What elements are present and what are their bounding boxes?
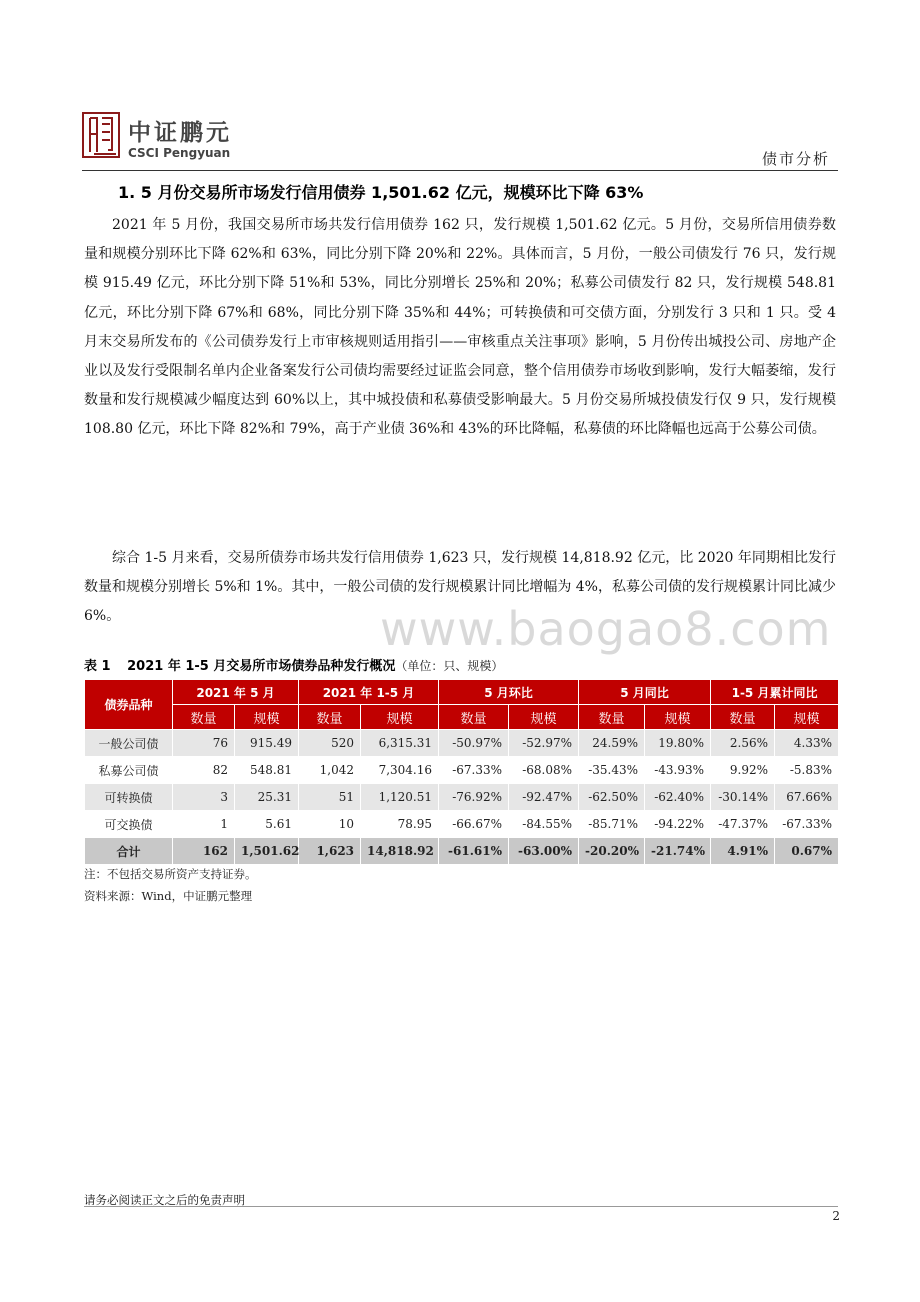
table-cell: -63.00%	[509, 838, 579, 865]
header-divider	[82, 170, 838, 171]
sub-header: 规模	[509, 705, 579, 730]
table-cell: -21.74%	[645, 838, 711, 865]
table-cell: 1	[173, 811, 235, 838]
paragraph-1: 2021 年 5 月份，我国交易所市场共发行信用债券 162 只，发行规模 1,501.62 亿元。5 月份，交易所信用债券数量和规模分别环比下降 62%和 63%，同比分别下降 20%和 22%。具体而言，5 月份，一般公司债发行 76 只，发行规模 915.49 亿元，环比分别下降 51%和 53%，同比分别增长 25%和 20%；私募公司债发行 82 只，发行规模 548.81 亿元，环比分别下降 67%和 68%，同比分别下降 35%和 44%；可转换债和可交债方面，分别发行 3 只和 1 只。受 4 月末交易所发布的《公司债券发行上市审核规则适用指引——审核重点关注事项》影响，5 月份传出城投公司、房地产企业以及发行受限制名单内企业备案发行公司债均需要经过证监会同意，整个信用债券市场收到影响，发行大幅萎缩，发行数量和发行规模减少幅度达到 60%以上，其中城投债和私募债受影响最大。5 月份交易所城投债发行仅 9 只，发行规模 108.80 亿元，环比下降 82%和 79%，高于产业债 36%和 43%的环比降幅，私募债的环比降幅也远高于公募公司债。	[84, 217, 836, 438]
table-cell: -62.50%	[579, 784, 645, 811]
table-cell: 7,304.16	[361, 757, 439, 784]
table-cell: 548.81	[235, 757, 299, 784]
page-number: 2	[832, 1209, 840, 1223]
watermark: www.baogao8.com	[380, 602, 832, 656]
table-caption-title: 2021 年 1-5 月交易所市场债券品种发行概况	[127, 659, 396, 674]
table-cell: -50.97%	[439, 730, 509, 757]
row-header: 债券品种	[85, 680, 173, 730]
table-cell: -94.22%	[645, 811, 711, 838]
sub-header: 数量	[439, 705, 509, 730]
table-cell: -68.08%	[509, 757, 579, 784]
group-header: 5 月环比	[439, 680, 579, 705]
table-cell: 162	[173, 838, 235, 865]
group-header: 2021 年 1-5 月	[299, 680, 439, 705]
sub-header: 数量	[173, 705, 235, 730]
table-source: 资料来源：Wind，中证鹏元整理	[84, 889, 253, 903]
csci-logo-icon	[82, 112, 120, 158]
table-caption-unit: （单位：只、规模）	[395, 659, 504, 673]
table-cell: 1,501.62	[235, 838, 299, 865]
table-caption	[84, 655, 503, 674]
table-total-row	[85, 838, 839, 865]
table-cell: -62.40%	[645, 784, 711, 811]
group-header: 2021 年 5 月	[173, 680, 299, 705]
group-header: 5 月同比	[579, 680, 711, 705]
table-cell: 3	[173, 784, 235, 811]
table-cell: -67.33%	[775, 811, 839, 838]
disclaimer-link: 请务必阅读正文之后的免责声明	[84, 1193, 245, 1207]
sub-header: 数量	[579, 705, 645, 730]
table-caption-label: 表 1	[84, 659, 111, 674]
table-cell: -85.71%	[579, 811, 645, 838]
total-label: 合计	[85, 838, 173, 865]
table-row	[85, 757, 839, 784]
table-cell: 25.31	[235, 784, 299, 811]
table-cell: 1,623	[299, 838, 361, 865]
table-cell: 67.66%	[775, 784, 839, 811]
table-cell: -76.92%	[439, 784, 509, 811]
sub-header: 规模	[361, 705, 439, 730]
table-row	[85, 730, 839, 757]
sub-header: 规模	[235, 705, 299, 730]
table-cell: -61.61%	[439, 838, 509, 865]
table-cell: 4.33%	[775, 730, 839, 757]
table-cell: 19.80%	[645, 730, 711, 757]
table-cell: 24.59%	[579, 730, 645, 757]
table-cell: -52.97%	[509, 730, 579, 757]
sub-header: 数量	[299, 705, 361, 730]
footer-divider	[84, 1206, 838, 1207]
section-label: 债市分析	[761, 150, 830, 168]
table-cell: 14,818.92	[361, 838, 439, 865]
logo-chinese-name: 中证鹏元	[128, 120, 232, 146]
table-cell: -92.47%	[509, 784, 579, 811]
table-cell: 5.61	[235, 811, 299, 838]
table-cell: -35.43%	[579, 757, 645, 784]
table-cell: 520	[299, 730, 361, 757]
sub-header: 数量	[711, 705, 775, 730]
table-subheader-row	[85, 705, 839, 730]
section-title: 1. 5 月份交易所市场发行信用债券 1,501.62 亿元，规模环比下降 63%	[118, 183, 644, 202]
page-header	[82, 108, 838, 170]
table-cell: 915.49	[235, 730, 299, 757]
table-cell: -30.14%	[711, 784, 775, 811]
table-cell: 2.56%	[711, 730, 775, 757]
table-cell: 82	[173, 757, 235, 784]
table-cell: 6,315.31	[361, 730, 439, 757]
sub-header: 规模	[645, 705, 711, 730]
table-cell: 78.95	[361, 811, 439, 838]
table-cell: -84.55%	[509, 811, 579, 838]
bond-type-cell: 私募公司债	[85, 757, 173, 784]
table-cell: 76	[173, 730, 235, 757]
table-cell: -67.33%	[439, 757, 509, 784]
table-cell: 9.92%	[711, 757, 775, 784]
table-row	[85, 784, 839, 811]
group-header: 1-5 月累计同比	[711, 680, 839, 705]
table-cell: 4.91%	[711, 838, 775, 865]
table-cell: -20.20%	[579, 838, 645, 865]
table-cell: -47.37%	[711, 811, 775, 838]
table-row	[85, 811, 839, 838]
logo-english-name: CSCI Pengyuan	[128, 146, 231, 160]
table-cell: 0.67%	[775, 838, 839, 865]
bond-type-cell: 一般公司债	[85, 730, 173, 757]
table-cell: 1,042	[299, 757, 361, 784]
paragraph-2: 综合 1-5 月来看，交易所债券市场共发行信用债券 1,623 只，发行规模 14,818.92 亿元，比 2020 年同期相比发行数量和规模分别增长 5%和 1%。其中，一般公司债的发行规模累计同比增幅为 4%，私募公司债的发行规模累计同比减少 6%。	[84, 550, 836, 625]
table-cell: 51	[299, 784, 361, 811]
bond-issuance-table	[84, 679, 839, 865]
table-cell: 1,120.51	[361, 784, 439, 811]
sub-header: 规模	[775, 705, 839, 730]
table-note: 注：不包括交易所资产支持证券。	[84, 867, 257, 881]
table-header-row	[85, 680, 839, 705]
table-cell: 10	[299, 811, 361, 838]
bond-type-cell: 可交换债	[85, 811, 173, 838]
table-cell: -66.67%	[439, 811, 509, 838]
bond-type-cell: 可转换债	[85, 784, 173, 811]
table-cell: -43.93%	[645, 757, 711, 784]
table-cell: -5.83%	[775, 757, 839, 784]
